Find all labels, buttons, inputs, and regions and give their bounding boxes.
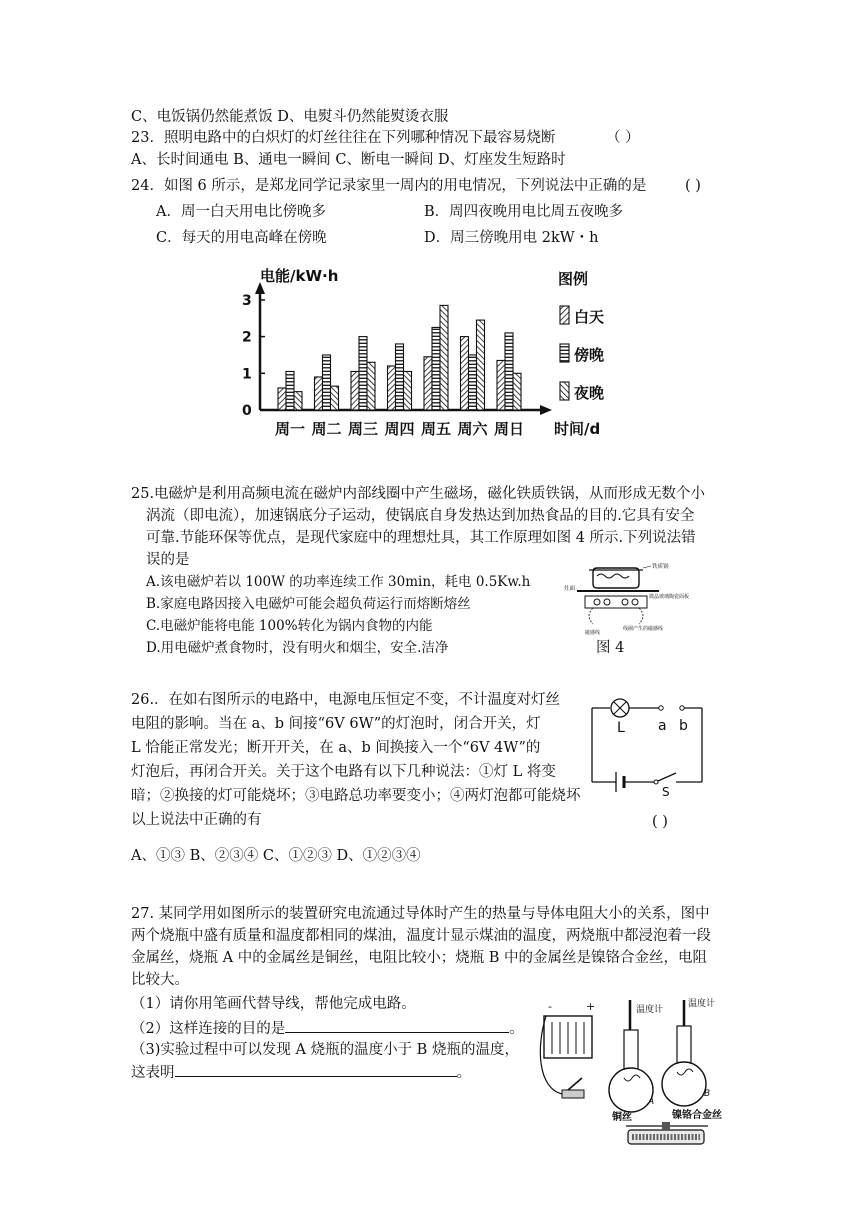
flask-b-icon — [662, 1062, 706, 1106]
legend-swatch — [560, 382, 569, 400]
q23-stem: 23．照明电路中的白炽灯的灯丝往往在下列哪种情况下最容易烧断 — [131, 130, 556, 146]
bar-白天-周四 — [388, 366, 396, 410]
q27-sub2-text: （2）这样连接的目的是 — [131, 1021, 286, 1037]
q26-line2: 电阻的影响。当在 a、b 间接“6V 6W”的灯泡时，闭合开关，灯 — [131, 716, 541, 732]
nichrome-wire-label: 镍铬合金丝 — [672, 1110, 722, 1121]
q25-option-c: C.电磁炉能将电能 100%转化为锅内食物的内能 — [146, 618, 433, 634]
q27-line3: 金属丝，烧瓶 A 中的金属丝是铜丝，电阻比较小；烧瓶 B 中的金属丝是镍铬合金丝，电阻 — [131, 950, 708, 966]
q25-figure-label: 图 4 — [596, 640, 625, 656]
q26-line4: 灯泡后，再闭合开关。关于这个电路有以下几种说法：①灯 L 将变 — [131, 764, 556, 780]
q25-option-b: B.家庭电路因接入电磁炉可能会超负荷运行而熔断熔丝 — [146, 596, 471, 612]
circuit-diagram — [584, 694, 714, 798]
q25-option-a: A.该电磁炉若以 100W 的功率连续工作 30min，耗电 0.5Kw.h — [146, 574, 531, 590]
bar-夜晚-周六 — [477, 320, 485, 410]
legend-swatch — [560, 306, 569, 324]
q27-sub2 — [131, 1018, 524, 1039]
fig-label-magnetic-lines: 磁感线 — [585, 630, 601, 636]
x-tick-label: 周一 — [274, 420, 306, 438]
bar-傍晚-周四 — [396, 344, 404, 410]
y-tick-label: 0 — [242, 403, 252, 419]
bar-傍晚-周五 — [432, 327, 440, 410]
q26-line6: 以上说法中正确的有 — [131, 812, 262, 828]
flask-a-icon — [609, 1068, 653, 1112]
fig-label-coil-lines: 线圈产生的磁感线 — [623, 626, 664, 632]
q25-line4: 误的是 — [146, 552, 190, 568]
q27-sub4-text: 这表明 — [131, 1065, 175, 1081]
x-tick-label: 周五 — [420, 420, 452, 438]
q24-option-b: B．周四夜晚用电比周五夜晚多 — [424, 204, 624, 220]
bar-白天-周二 — [315, 377, 323, 410]
chart-ylabel: 电能/kW·h — [260, 267, 339, 285]
terminal-a-label: a — [658, 718, 667, 734]
legend-label: 夜晚 — [574, 384, 605, 402]
q25-line3: 可靠.节能环保等优点，是现代家庭中的理想灶具，其工作原理如图 4 所示.下列说法错 — [146, 530, 696, 546]
flask-b-label: B — [704, 1089, 711, 1099]
switch-icon — [658, 773, 676, 781]
q26-answer-paren: ( ) — [652, 814, 668, 830]
q24-option-d: D．周三傍晚用电 2kW・h — [424, 230, 599, 246]
y-tick-label: 2 — [242, 329, 252, 346]
thermometer-b-label: 温度计 — [688, 999, 716, 1009]
q26-line5: 暗；②换接的灯可能烧坏；③电路总功率要变小；④两灯泡都可能烧坏 — [131, 788, 581, 804]
lamp-label: L — [617, 720, 625, 736]
q27-sub2-end: 。 — [509, 1021, 524, 1037]
bar-白天-周六 — [461, 337, 469, 410]
prev-options-line: C、电饭锅仍然能煮饭 D、电熨斗仍然能熨烫衣服 — [131, 109, 449, 125]
q26-options: A、①③ B、②③④ C、①②③ D、①②③④ — [131, 848, 421, 864]
bar-夜晚-周一 — [294, 392, 302, 410]
fig-label-stove: 灶面 — [564, 586, 576, 592]
q25-line2: 涡流（即电流），加速锅底分子运动，使锅底自身发热达到加热食品的目的.它具有安全 — [146, 508, 695, 524]
y-tick-label: 1 — [242, 366, 252, 383]
bar-夜晚-周三 — [367, 362, 375, 410]
bar-傍晚-周一 — [286, 371, 294, 410]
bar-傍晚-周三 — [359, 337, 367, 410]
legend-label: 傍晚 — [574, 346, 605, 364]
q25-line1: 25.电磁炉是利用高频电流在磁炉内部线圈中产生磁场，磁化铁质铁锅，从而形成无数个小 — [131, 486, 706, 502]
fig-label-panel: 微晶玻璃陶瓷面板 — [649, 594, 690, 600]
q27-sub3: （3)实验过程中可以发现 A 烧瓶的温度小于 B 烧瓶的温度， — [131, 1042, 519, 1058]
battery-plus-label: + — [586, 1000, 596, 1013]
q24-stem: 24．如图 6 所示，是郑龙同学记录家里一周内的用电情况，下列说法中正确的是 — [131, 178, 647, 194]
q25-option-d: D.用电磁炉煮食物时，没有明火和烟尘，安全.洁净 — [146, 640, 449, 656]
bar-傍晚-周六 — [469, 355, 477, 410]
q27-answer-blank-3[interactable] — [175, 1062, 457, 1077]
battery-minus-label: - — [548, 1000, 552, 1013]
bar-白天-周一 — [278, 388, 286, 410]
q23-answer-paren: （ ） — [606, 130, 640, 146]
x-tick-label: 周二 — [311, 420, 342, 438]
y-tick-label: 3 — [242, 292, 252, 309]
flask-a-label: A — [648, 1097, 655, 1107]
q24-option-a: A．周一白天用电比傍晚多 — [156, 204, 326, 220]
bar-傍晚-周二 — [323, 355, 331, 410]
q26-line1: 26.．在如右图所示的电路中，电源电压恒定不变，不计温度对灯丝 — [131, 692, 561, 708]
heating-experiment-diagram — [532, 998, 728, 1152]
fig-label-pot: 铁质锅 — [652, 564, 669, 570]
q27-answer-blank-2[interactable] — [285, 1018, 509, 1033]
q23-options: A、长时间通电 B、通电一瞬间 C、断电一瞬间 D、灯座发生短路时 — [131, 152, 566, 168]
q27-sub4-end: 。 — [456, 1065, 471, 1081]
q26-line3: L 恰能正常发光；断开开关，在 a、b 间换接入一个“6V 4W”的 — [131, 740, 541, 756]
q27-sub1: （1）请你用笔画代替导线，帮他完成电路。 — [131, 996, 416, 1012]
q27-line2: 两个烧瓶中盛有质量和温度都相同的煤油，温度计显示煤油的温度，两烧瓶中都浸泡着一段 — [131, 928, 711, 944]
bar-夜晚-周日 — [513, 373, 521, 410]
legend-swatch — [560, 344, 569, 362]
x-tick-label: 周六 — [457, 420, 488, 438]
thermometer-a-label: 温度计 — [636, 1005, 664, 1015]
q24-answer-paren: ( ) — [685, 178, 701, 194]
bar-夜晚-周五 — [440, 305, 448, 410]
q24-option-c: C．每天的用电高峰在傍晚 — [156, 230, 327, 246]
bar-夜晚-周四 — [404, 371, 412, 410]
legend-title: 图例 — [558, 270, 589, 288]
induction-cooker-diagram — [563, 556, 690, 638]
power-usage-chart — [228, 262, 628, 444]
terminal-b-label: b — [679, 718, 688, 734]
bar-夜晚-周二 — [331, 386, 339, 410]
chart-xlabel: 时间/d — [554, 420, 601, 438]
q27-line1: 27. 某同学用如图所示的装置研究电流通过导体时产生的热量与导体电阻大小的关系，图中 — [131, 906, 710, 922]
x-tick-label: 周三 — [347, 420, 379, 438]
q27-sub4 — [131, 1062, 471, 1083]
bar-白天-周三 — [351, 371, 359, 410]
bar-白天-周日 — [497, 360, 505, 410]
x-axis-arrow — [540, 405, 552, 415]
bar-傍晚-周日 — [505, 333, 513, 410]
legend-label: 白天 — [574, 308, 605, 326]
q27-line4: 比较大。 — [131, 972, 189, 988]
switch-label: S — [662, 785, 670, 799]
bar-白天-周五 — [424, 357, 432, 410]
x-tick-label: 周日 — [493, 420, 525, 438]
copper-wire-label: 铜丝 — [612, 1112, 632, 1123]
switch-base-icon — [562, 1090, 584, 1098]
x-tick-label: 周四 — [384, 420, 415, 438]
